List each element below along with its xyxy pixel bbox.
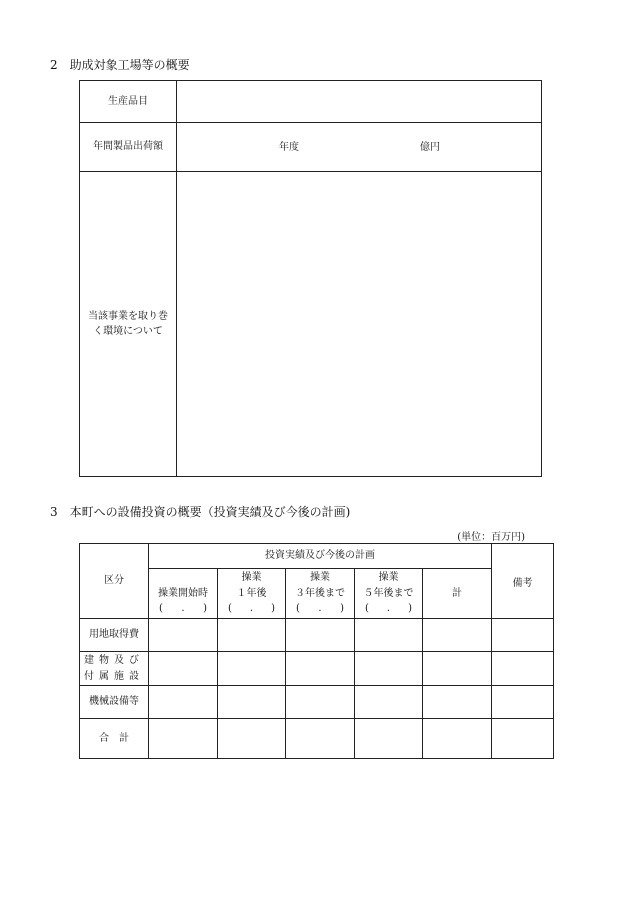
- cell[interactable]: [355, 652, 423, 686]
- section2-heading: 2 助成対象工場等の概要: [50, 58, 190, 72]
- cell[interactable]: [218, 686, 286, 719]
- period-col-5yr: 操業 ５年後まで ( . ): [355, 569, 423, 619]
- section3-heading: 3 本町への設備投資の概要（投資実績及び今後の計画): [50, 505, 351, 519]
- product-label: 生産品目: [80, 81, 177, 123]
- unit-note: (単位：百万円): [457, 532, 525, 543]
- cell[interactable]: [149, 652, 218, 686]
- total-col-header: 計: [423, 569, 492, 619]
- environment-row: [80, 172, 542, 477]
- header-row-1: [80, 544, 554, 569]
- category-header: 区分: [80, 544, 149, 619]
- cell[interactable]: [355, 619, 423, 652]
- cell[interactable]: [149, 619, 218, 652]
- row-label-total: 合 計: [80, 719, 149, 759]
- period-col-3yr: 操業 ３年後まで ( . ): [286, 569, 355, 619]
- cell[interactable]: [355, 686, 423, 719]
- shipment-row: [80, 123, 542, 172]
- cell[interactable]: [286, 686, 355, 719]
- environment-value[interactable]: [177, 172, 542, 477]
- cell[interactable]: [149, 686, 218, 719]
- shipment-year-label: 年度: [279, 142, 299, 153]
- shipment-label: 年間製品出荷額: [80, 123, 177, 172]
- shipment-value[interactable]: [177, 123, 542, 172]
- cell[interactable]: [355, 719, 423, 759]
- cell[interactable]: [492, 619, 554, 652]
- remarks-header: 備考: [492, 544, 554, 619]
- cell[interactable]: [218, 719, 286, 759]
- product-row: [80, 81, 542, 123]
- cell[interactable]: [286, 619, 355, 652]
- investment-table: [79, 543, 554, 759]
- cell[interactable]: [149, 719, 218, 759]
- cell[interactable]: [423, 619, 492, 652]
- environment-label-line1: 当該事業を取り巻: [88, 310, 168, 322]
- environment-label-line2: く環境について: [93, 326, 163, 337]
- cell[interactable]: [286, 652, 355, 686]
- cell[interactable]: [492, 686, 554, 719]
- cell[interactable]: [492, 719, 554, 759]
- cell[interactable]: [423, 652, 492, 686]
- row-label-land: 用地取得費: [80, 619, 149, 652]
- cell[interactable]: [423, 719, 492, 759]
- row-label-building: 建物及び 付属施設: [80, 652, 149, 686]
- factory-overview-table: [79, 80, 542, 477]
- cell[interactable]: [218, 619, 286, 652]
- environment-label: [80, 172, 177, 477]
- header-row-2: [80, 569, 554, 619]
- plan-group-header: 投資実績及び今後の計画: [149, 544, 492, 569]
- cell[interactable]: [423, 686, 492, 719]
- cell[interactable]: [492, 652, 554, 686]
- product-value[interactable]: [177, 81, 542, 123]
- table-row-building: [80, 652, 554, 686]
- table-row-total: [80, 719, 554, 759]
- row-label-machinery: 機械設備等: [80, 686, 149, 719]
- table-row-machinery: [80, 686, 554, 719]
- period-col-1yr: 操業 １年後 ( . ): [218, 569, 286, 619]
- shipment-unit-label: 億円: [420, 142, 440, 153]
- cell[interactable]: [218, 652, 286, 686]
- period-col-start: 操業開始時 ( . ): [149, 569, 218, 619]
- cell[interactable]: [286, 719, 355, 759]
- table-row-land: [80, 619, 554, 652]
